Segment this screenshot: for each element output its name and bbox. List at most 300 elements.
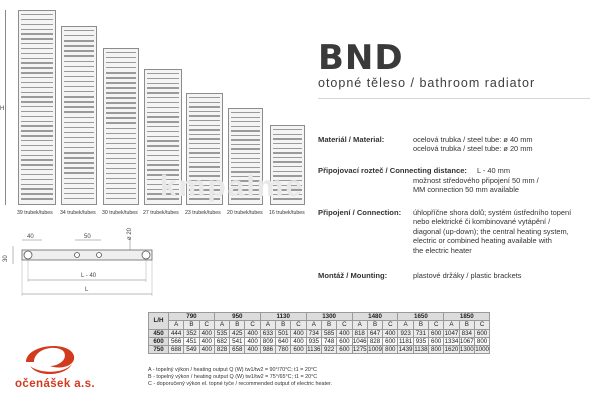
radiator-tube [106,107,136,108]
height-header: 1130 [260,313,306,321]
connecting-line: MM connection 50 mm available [413,184,519,194]
radiator-tube [21,198,53,199]
connection-line: diagonal (up-down); the central heating system, [413,226,569,236]
radiator-tube [231,139,260,140]
radiator-tube [64,137,94,138]
radiator-tube [231,130,260,131]
radiator-tube [106,193,136,194]
radiator-tube [273,134,302,135]
radiator-tube [147,136,179,137]
height-header: 1850 [444,313,490,321]
radiator-tube [106,52,136,53]
radiator-tube [64,71,94,72]
table-cell: 935 [413,337,428,345]
connection-drawing [0,228,180,308]
radiator-tube [64,111,94,112]
table-row [149,329,490,337]
connecting-values-extra [413,176,539,195]
radiator-tube [189,148,220,149]
table-cell: 800 [474,337,489,345]
radiator-tube [106,158,136,159]
radiator-tube [21,130,53,131]
radiator-tube [64,183,94,184]
radiator-label: 16 trubek/tubes [269,210,305,216]
radiator-tube [21,164,53,165]
sub-header-cell: A [352,321,367,329]
material-values [413,135,533,154]
radiator-tube [147,121,179,122]
connection-line: úhlopříčne shora dolů; systém ústředního topení [413,208,572,217]
sub-header-cell: C [337,321,352,329]
radiator-tube [147,140,179,141]
radiator-tube [21,111,53,112]
radiator-tube [106,112,136,113]
radiator-tube [273,138,302,139]
height-marker [5,10,6,205]
radiator-tube [189,134,220,135]
radiator-tube [147,145,179,146]
radiator-tube [147,83,179,84]
radiator-tube [21,145,53,146]
mounting-values [413,271,521,280]
sub-header-cell: A [398,321,413,329]
table-cell: 1046 [352,338,367,346]
radiator-tube [106,143,136,144]
height-header: 1480 [352,313,398,321]
radiator-tube [106,87,136,88]
radiator-tube [147,155,179,156]
table-cell: 986 [260,346,275,354]
radiator-tube [106,188,136,189]
radiator-tube [231,112,260,113]
table-cell: 640 [276,337,291,345]
radiator-tube [273,166,302,167]
radiator-tube [21,150,53,151]
radiator-tube [189,143,220,144]
radiator-tube [147,126,179,127]
radiator-tube [21,101,53,102]
radiator-label: 20 trubek/tubes [227,210,263,216]
radiator-tube [64,142,94,143]
note-a: A - topelný výkon / heating output Q (W) tw1/tw2 = 90°/70°C; t1 = 20°C [148,367,317,373]
table-cell: 1334 [444,338,459,346]
radiator-tube [64,157,94,158]
radiator-tube [21,188,53,189]
radiator-tube [231,135,260,136]
row-length: 750 [149,346,169,354]
table-cell: 400 [199,329,214,337]
material-line: ocelová trubka / steel tube: ø 40 mm [413,135,533,144]
radiator-tube [21,29,53,30]
radiator-tube [64,101,94,102]
radiator-tube [64,178,94,179]
radiator-tube [21,53,53,54]
radiator-tube [64,61,94,62]
radiator-tube [106,72,136,73]
height-header: 790 [169,313,215,321]
radiator-tube [189,97,220,98]
table-cell: 451 [184,337,199,345]
radiator-tube [147,160,179,161]
radiator-tube [231,167,260,168]
radiator-tube [64,66,94,67]
radiator-tube [106,198,136,199]
radiator-tube [21,43,53,44]
radiator-tube [21,19,53,20]
radiator-tube [21,140,53,141]
table-cell: 1136 [307,346,321,354]
radiator-tube [106,153,136,154]
connecting-values [477,166,510,175]
note-b: B - topelný výkon / heating output Q (W) tw1/tw2 = 75°/65°C; t1 = 20°C [148,374,318,380]
radiator-tube [106,173,136,174]
radiator-tube [231,144,260,145]
radiator-label: 27 trubek/tubes [143,210,179,216]
radiator-tube [106,122,136,123]
radiator-tube [106,77,136,78]
mounting-line: plastové držáky / plastic brackets [413,271,522,280]
table-cell: 600 [474,329,489,337]
radiator-tube [147,107,179,108]
radiator-tube [64,117,94,118]
title-divider [318,98,590,99]
radiator-label: 39 trubek/tubes [17,210,53,216]
note-c: C - doporučený výkon el. topné tyče / recommended output of electric heater. [148,381,332,387]
connecting-label: Připojovací rozteč / Connecting distance: [318,166,467,175]
radiator-tube [106,102,136,103]
connection-label: Připojení / Connection: [318,208,402,217]
radiator-tube [21,14,53,15]
radiator-tube [64,55,94,56]
table-row [149,346,490,354]
radiator-tube [147,102,179,103]
connection-line: electric or combined heating available with [413,236,552,246]
radiator-tube [106,117,136,118]
table-cell: 1275 [352,346,367,354]
radiator-tube [21,155,53,156]
radiator-tube [64,86,94,87]
radiator-tube [64,167,94,168]
radiator-tube [21,82,53,83]
dim-50: 50 [84,234,91,240]
sub-header-cell: C [474,321,489,329]
table-cell: 400 [337,329,352,337]
radiator-tube [106,148,136,149]
table-cell: 828 [367,337,382,345]
radiator-tube [189,106,220,107]
radiator-tube [189,152,220,153]
corner-cell: L/H [149,313,169,330]
radiator-tube [21,169,53,170]
row-length: 450 [149,329,169,337]
table-cell: 682 [214,337,229,345]
radiator-tube [189,138,220,139]
sub-header-cell: C [291,321,306,329]
radiator-tube [273,161,302,162]
table-cell: 400 [291,337,306,345]
radiator-tube [106,178,136,179]
table-cell: 780 [276,346,291,354]
table-cell: 566 [169,337,184,345]
radiator-tube [21,48,53,49]
radiator-tube [64,188,94,189]
radiator-tube [21,125,53,126]
table-cell: 828 [214,346,229,354]
output-table [148,312,490,354]
table-cell: 400 [199,337,214,345]
table-cell: 1300 [459,346,474,354]
radiator-tube [64,198,94,199]
table-cell: 688 [169,346,184,354]
table-cell: 731 [413,329,428,337]
table-cell: 400 [245,346,260,354]
table-cell: 501 [276,329,291,337]
radiator-tube [231,121,260,122]
sub-header-cell: C [245,321,260,329]
table-cell: 748 [321,337,336,345]
sub-header-row [149,321,490,329]
radiator-tube [64,81,94,82]
table-cell: 1067 [459,338,474,346]
radiator-tube [189,129,220,130]
radiator-tube [189,115,220,116]
table-cell: 400 [245,337,260,345]
radiator-tube [64,152,94,153]
radiator-tube [231,153,260,154]
table-cell: 923 [398,329,413,337]
radiator-tube [273,129,302,130]
table-cell: 400 [245,329,260,337]
radiator-tube [147,116,179,117]
radiator-tube [21,58,53,59]
table-cell: 600 [337,346,352,354]
radiator-tube [21,67,53,68]
radiator-tube [64,40,94,41]
radiator-tube [106,163,136,164]
table-cell: 1047 [444,329,459,337]
table-cell: 549 [184,346,199,354]
sub-header-cell: A [306,321,321,329]
connection-line: nebo elektrické či kombinované vytápění / [413,217,551,227]
height-header: 1650 [398,313,444,321]
radiator-tube [64,96,94,97]
company-logo [20,336,80,378]
table-cell: 1000 [475,346,489,354]
radiator-tube [21,38,53,39]
table-cell: 600 [429,329,444,337]
radiator-tube [106,133,136,134]
table-cell: 834 [459,329,474,337]
table-cell: 352 [184,329,199,337]
table-cell: 800 [429,346,444,354]
radiator-tube [231,162,260,163]
radiator-tube [21,174,53,175]
radiator-tube [64,127,94,128]
connection-line: the electric heater [413,245,472,255]
sub-header-cell: C [383,321,398,329]
radiator-tube [106,138,136,139]
sub-header-cell: C [199,321,214,329]
radiator-tube [106,92,136,93]
table-cell: 1138 [414,346,428,354]
radiator-tube [273,143,302,144]
radiator-tube [231,117,260,118]
table-cell: 734 [306,329,321,337]
table-cell: 585 [321,329,336,337]
radiator-tube [64,122,94,123]
table-cell: 541 [230,337,245,345]
table-cell: 400 [383,329,398,337]
radiator-label: 23 trubek/tubes [185,210,221,216]
radiator-tube [147,164,179,165]
sub-header-cell: B [367,321,382,329]
radiator-tube [64,147,94,148]
height-label: H [0,106,5,112]
watermark-text: kmpalme [160,170,305,203]
sub-header-cell: B [276,321,291,329]
radiator-tube [231,158,260,159]
radiator-tube [64,45,94,46]
radiator-tube [106,57,136,58]
radiator-tube [147,112,179,113]
height-header: 950 [214,313,260,321]
sub-header-cell: A [169,321,184,329]
connecting-line: možnost středového připojení 50 mm / [413,175,539,185]
sub-header-cell: B [230,321,245,329]
row-length: 600 [149,337,169,345]
radiator-tube [147,131,179,132]
radiator-tube [189,166,220,167]
table-cell: 647 [367,329,382,337]
radiator-tube [147,97,179,98]
table-cell: 658 [230,346,245,354]
table-cell: 1439 [398,346,413,354]
dim-l: L [85,287,89,293]
radiator-30-tubes [102,48,139,216]
product-title: BND [318,38,404,78]
table-cell: 935 [306,337,321,345]
table-cell: 1181 [398,338,413,346]
sub-header-cell: C [429,321,444,329]
radiator-tube [21,96,53,97]
radiator-tube [21,33,53,34]
radiator-tube [189,125,220,126]
radiator-tube [64,35,94,36]
radiator-tube [64,172,94,173]
sub-header-cell: B [184,321,199,329]
radiator-tube [64,193,94,194]
table-cell: 600 [337,337,352,345]
table-row [149,337,490,345]
product-subtitle: otopné těleso / bathroom radiator [318,76,536,90]
radiator-tube [64,132,94,133]
table-cell: 600 [383,337,398,345]
radiator-tube [21,62,53,63]
radiator-tube [147,87,179,88]
table-cell: 1620 [444,346,459,354]
table-cell: 425 [230,329,245,337]
radiator-tube [21,179,53,180]
company-name: očenášek a.s. [15,378,96,390]
radiator-tube [21,77,53,78]
table-cell: 535 [214,329,229,337]
height-header: 1300 [306,313,352,321]
radiator-tube [273,157,302,158]
sub-header-cell: A [214,321,229,329]
radiator-tube [21,193,53,194]
material-line: ocelová trubka / steel tube: ø 20 mm [413,144,533,154]
radiator-tube [64,106,94,107]
radiator-tube [189,111,220,112]
dim-30: 30 [3,255,9,262]
radiator-tube [106,62,136,63]
radiator-tube [21,92,53,93]
radiator-tube [64,162,94,163]
table-cell: 400 [291,329,306,337]
material-label: Materiál / Material: [318,135,385,144]
radiator-tube [106,183,136,184]
dim-40: 40 [27,234,34,240]
sub-header-cell: B [413,321,428,329]
radiator-tube [189,120,220,121]
radiator-tube [21,184,53,185]
radiator-tube [147,150,179,151]
radiator-tube [21,106,53,107]
radiator-tube [21,116,53,117]
radiator-34-tubes [60,26,97,216]
table-cell: 809 [260,337,275,345]
table-body [149,329,490,354]
radiator-tube [147,92,179,93]
table-cell: 600 [291,346,306,354]
radiator-tube [273,152,302,153]
dim-l-40: L - 40 [81,273,97,279]
radiator-label: 34 trubek/tubes [60,210,96,216]
table-cell: 400 [199,346,214,354]
table-cell: 444 [169,329,184,337]
radiator-tube [64,50,94,51]
radiator-tube [21,24,53,25]
sub-header-cell: A [444,321,459,329]
radiator-tube [21,121,53,122]
mounting-label: Montáž / Mounting: [318,271,388,280]
connection-values [413,208,571,255]
radiator-39-tubes [17,10,56,216]
radiator-label: 30 trubek/tubes [102,210,138,216]
radiator-tube [106,67,136,68]
radiator-tube [106,97,136,98]
sub-header-cell: B [459,321,474,329]
connecting-line: L - 40 mm [477,166,510,175]
radiator-tube [189,102,220,103]
radiator-tube [189,157,220,158]
radiator-tube [21,159,53,160]
radiator-tube [106,82,136,83]
radiator-tube [21,135,53,136]
radiator-tube [147,73,179,74]
radiator-tube [106,168,136,169]
radiator-tube [21,87,53,88]
table-cell: 633 [260,329,275,337]
radiator-tube [64,76,94,77]
radiator-tube [106,128,136,129]
height-header-row [149,313,490,321]
radiator-tube [231,148,260,149]
table-cell: 1009 [368,346,382,354]
radiator-tube [273,148,302,149]
radiator-tube [64,30,94,31]
table-cell: 600 [429,337,444,345]
